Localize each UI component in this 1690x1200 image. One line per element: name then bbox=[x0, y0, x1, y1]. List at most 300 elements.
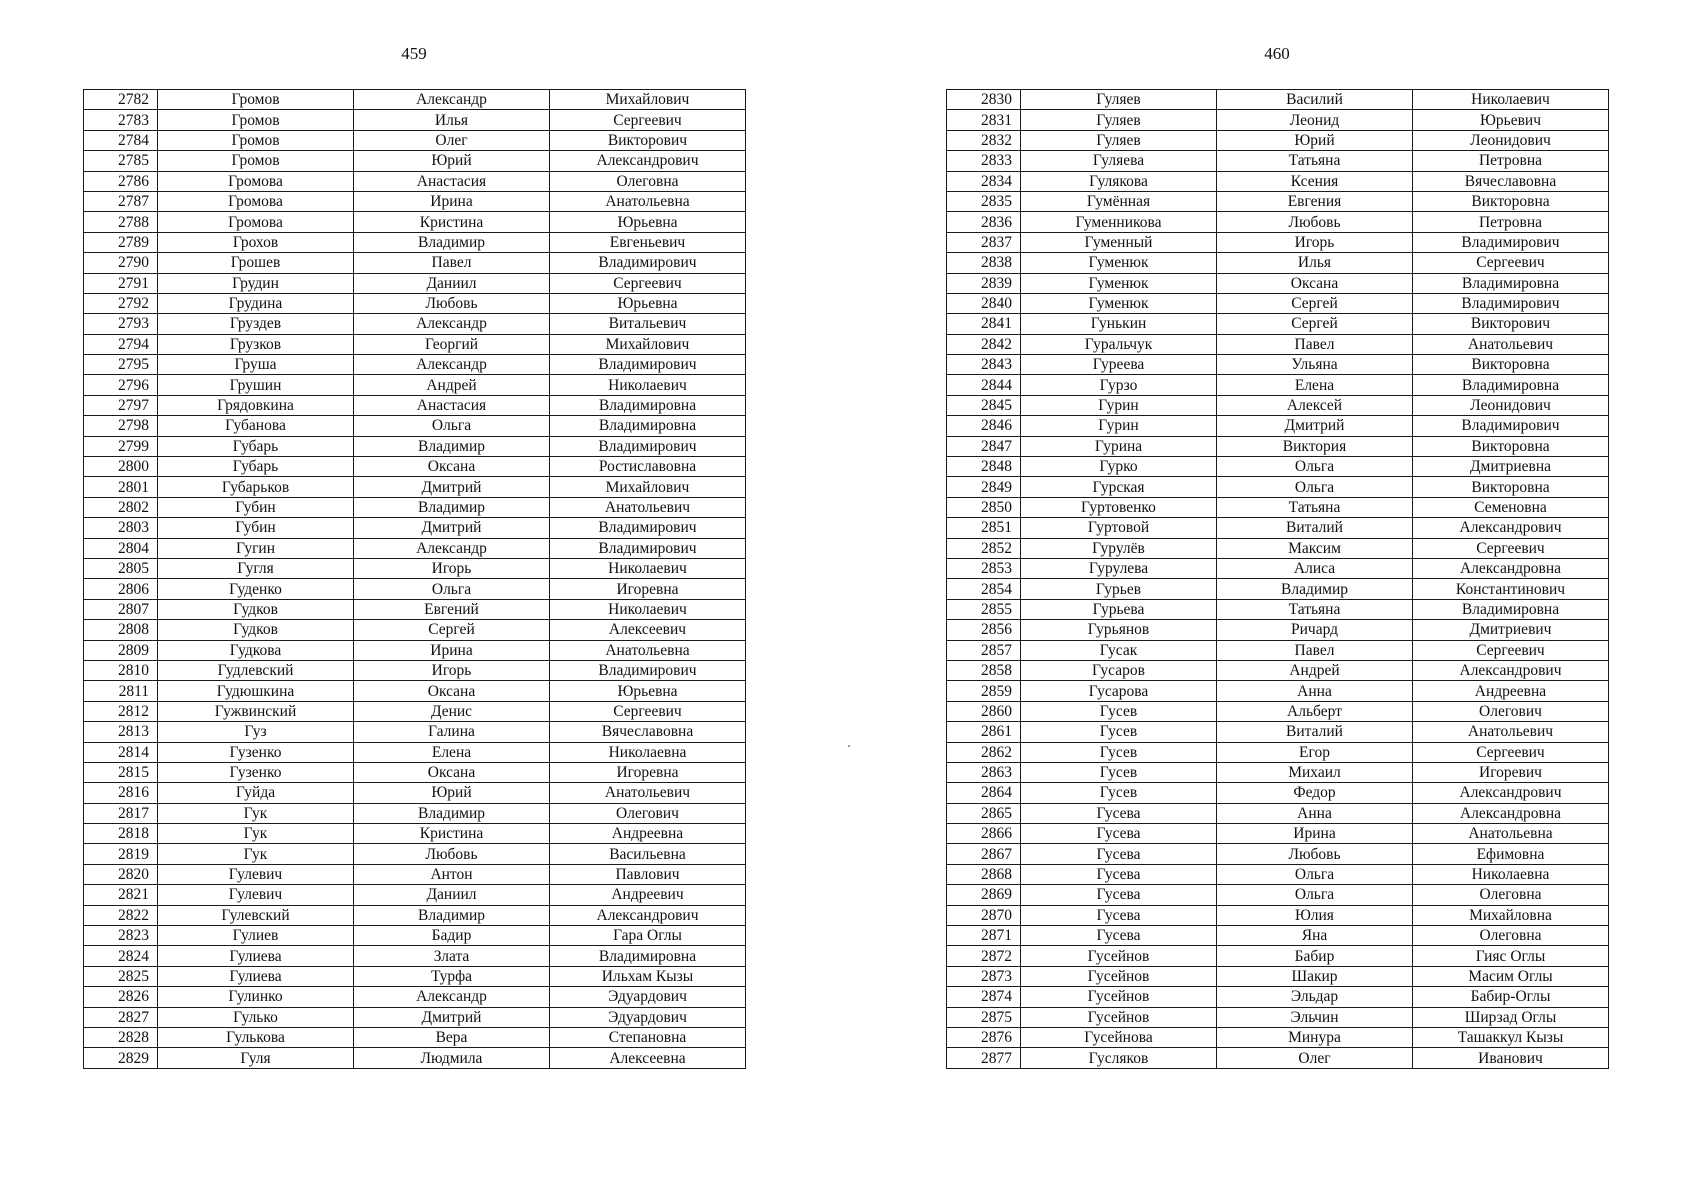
table-row bbox=[947, 477, 1609, 497]
patronymic-cell: Александрович bbox=[1413, 518, 1609, 538]
table-row bbox=[947, 457, 1609, 477]
table-row bbox=[84, 864, 746, 884]
row-number-cell: 2842 bbox=[947, 334, 1021, 354]
patronymic-cell: Владимировна bbox=[550, 946, 746, 966]
patronymic-cell: Николаевна bbox=[550, 742, 746, 762]
first-name-cell: Юрий bbox=[354, 783, 550, 803]
first-name-cell: Илья bbox=[354, 110, 550, 130]
first-name-cell: Александр bbox=[354, 538, 550, 558]
first-name-cell: Василий bbox=[1217, 90, 1413, 110]
last-name-cell: Гурин bbox=[1021, 416, 1217, 436]
table-row bbox=[84, 946, 746, 966]
table-row bbox=[84, 640, 746, 660]
first-name-cell: Виктория bbox=[1217, 436, 1413, 456]
last-name-cell: Громов bbox=[158, 130, 354, 150]
row-number-cell: 2814 bbox=[84, 742, 158, 762]
last-name-cell: Гусев bbox=[1021, 783, 1217, 803]
table-row bbox=[84, 1027, 746, 1047]
last-name-cell: Гуменюк bbox=[1021, 273, 1217, 293]
table-row bbox=[947, 824, 1609, 844]
last-name-cell: Гусева bbox=[1021, 926, 1217, 946]
row-number-cell: 2810 bbox=[84, 660, 158, 680]
row-number-cell: 2864 bbox=[947, 783, 1021, 803]
table-row bbox=[947, 803, 1609, 823]
table-row bbox=[84, 558, 746, 578]
row-number-cell: 2862 bbox=[947, 742, 1021, 762]
row-number-cell: 2846 bbox=[947, 416, 1021, 436]
first-name-cell: Даниил bbox=[354, 273, 550, 293]
row-number-cell: 2845 bbox=[947, 395, 1021, 415]
row-number-cell: 2853 bbox=[947, 558, 1021, 578]
first-name-cell: Ольга bbox=[1217, 477, 1413, 497]
row-number-cell: 2873 bbox=[947, 966, 1021, 986]
first-name-cell: Ульяна bbox=[1217, 355, 1413, 375]
last-name-cell: Гудкова bbox=[158, 640, 354, 660]
patronymic-cell: Игоревич bbox=[1413, 762, 1609, 782]
table-row bbox=[84, 110, 746, 130]
last-name-cell: Громова bbox=[158, 171, 354, 191]
table-row bbox=[947, 946, 1609, 966]
last-name-cell: Гумённая bbox=[1021, 191, 1217, 211]
first-name-cell: Александр bbox=[354, 314, 550, 334]
table-row bbox=[947, 966, 1609, 986]
last-name-cell: Гурулева bbox=[1021, 558, 1217, 578]
patronymic-cell: Семеновна bbox=[1413, 497, 1609, 517]
last-name-cell: Гурин bbox=[1021, 395, 1217, 415]
last-name-cell: Гук bbox=[158, 824, 354, 844]
patronymic-cell: Владимирович bbox=[550, 518, 746, 538]
last-name-cell: Гуз bbox=[158, 722, 354, 742]
last-name-cell: Гужвинский bbox=[158, 701, 354, 721]
row-number-cell: 2786 bbox=[84, 171, 158, 191]
patronymic-cell: Вячеславовна bbox=[1413, 171, 1609, 191]
first-name-cell: Елена bbox=[354, 742, 550, 762]
first-name-cell: Владимир bbox=[354, 803, 550, 823]
table-row bbox=[947, 334, 1609, 354]
row-number-cell: 2830 bbox=[947, 90, 1021, 110]
table-row bbox=[84, 803, 746, 823]
first-name-cell: Шакир bbox=[1217, 966, 1413, 986]
last-name-cell: Гусева bbox=[1021, 844, 1217, 864]
table-row bbox=[84, 783, 746, 803]
patronymic-cell: Олеговна bbox=[1413, 885, 1609, 905]
row-number-cell: 2807 bbox=[84, 599, 158, 619]
table-row bbox=[84, 844, 746, 864]
last-name-cell: Грохов bbox=[158, 232, 354, 252]
last-name-cell: Гусейнов bbox=[1021, 946, 1217, 966]
table-row bbox=[84, 293, 746, 313]
first-name-cell: Турфа bbox=[354, 966, 550, 986]
first-name-cell: Игорь bbox=[354, 558, 550, 578]
patronymic-cell: Олеговна bbox=[550, 171, 746, 191]
first-name-cell: Алексей bbox=[1217, 395, 1413, 415]
row-number-cell: 2868 bbox=[947, 864, 1021, 884]
table-row bbox=[947, 293, 1609, 313]
last-name-cell: Гуральчук bbox=[1021, 334, 1217, 354]
table-row bbox=[947, 864, 1609, 884]
row-number-cell: 2797 bbox=[84, 395, 158, 415]
patronymic-cell: Викторовна bbox=[1413, 191, 1609, 211]
first-name-cell: Владимир bbox=[354, 232, 550, 252]
row-number-cell: 2802 bbox=[84, 497, 158, 517]
last-name-cell: Губарь bbox=[158, 436, 354, 456]
last-name-cell: Гулевич bbox=[158, 885, 354, 905]
last-name-cell: Гузенко bbox=[158, 762, 354, 782]
table-row bbox=[947, 844, 1609, 864]
first-name-cell: Владимир bbox=[354, 497, 550, 517]
table-row bbox=[84, 1007, 746, 1027]
first-name-cell: Олег bbox=[1217, 1048, 1413, 1068]
last-name-cell: Громов bbox=[158, 110, 354, 130]
table-row bbox=[84, 457, 746, 477]
first-name-cell: Ольга bbox=[354, 416, 550, 436]
row-number-cell: 2799 bbox=[84, 436, 158, 456]
last-name-cell: Гусева bbox=[1021, 905, 1217, 925]
last-name-cell: Гусев bbox=[1021, 722, 1217, 742]
patronymic-cell: Бабир-Оглы bbox=[1413, 987, 1609, 1007]
last-name-cell: Громова bbox=[158, 212, 354, 232]
row-number-cell: 2855 bbox=[947, 599, 1021, 619]
first-name-cell: Вера bbox=[354, 1027, 550, 1047]
patronymic-cell: Олегович bbox=[1413, 701, 1609, 721]
last-name-cell: Гусляков bbox=[1021, 1048, 1217, 1068]
table-row bbox=[84, 171, 746, 191]
row-number-cell: 2819 bbox=[84, 844, 158, 864]
first-name-cell: Кристина bbox=[354, 212, 550, 232]
row-number-cell: 2857 bbox=[947, 640, 1021, 660]
patronymic-cell: Владимирович bbox=[550, 355, 746, 375]
row-number-cell: 2813 bbox=[84, 722, 158, 742]
first-name-cell: Бадир bbox=[354, 926, 550, 946]
last-name-cell: Гусак bbox=[1021, 640, 1217, 660]
first-name-cell: Андрей bbox=[1217, 660, 1413, 680]
table-row bbox=[947, 762, 1609, 782]
patronymic-cell: Николаевич bbox=[550, 375, 746, 395]
table-row bbox=[84, 212, 746, 232]
row-number-cell: 2837 bbox=[947, 232, 1021, 252]
first-name-cell: Эльчин bbox=[1217, 1007, 1413, 1027]
first-name-cell: Ричард bbox=[1217, 620, 1413, 640]
last-name-cell: Гулякова bbox=[1021, 171, 1217, 191]
patronymic-cell: Андреевна bbox=[550, 824, 746, 844]
first-name-cell: Михаил bbox=[1217, 762, 1413, 782]
first-name-cell: Альберт bbox=[1217, 701, 1413, 721]
patronymic-cell: Николаевич bbox=[550, 558, 746, 578]
last-name-cell: Груша bbox=[158, 355, 354, 375]
first-name-cell: Виталий bbox=[1217, 518, 1413, 538]
first-name-cell: Денис bbox=[354, 701, 550, 721]
table-row bbox=[84, 395, 746, 415]
patronymic-cell: Сергеевич bbox=[1413, 742, 1609, 762]
patronymic-cell: Владимирович bbox=[1413, 293, 1609, 313]
patronymic-cell: Анатольевич bbox=[550, 783, 746, 803]
first-name-cell: Злата bbox=[354, 946, 550, 966]
table-row bbox=[947, 905, 1609, 925]
patronymic-cell: Дмитриевич bbox=[1413, 620, 1609, 640]
table-row bbox=[947, 1007, 1609, 1027]
table-row bbox=[84, 660, 746, 680]
row-number-cell: 2858 bbox=[947, 660, 1021, 680]
patronymic-cell: Михайлович bbox=[550, 477, 746, 497]
row-number-cell: 2841 bbox=[947, 314, 1021, 334]
row-number-cell: 2840 bbox=[947, 293, 1021, 313]
row-number-cell: 2836 bbox=[947, 212, 1021, 232]
table-row bbox=[84, 416, 746, 436]
table-row bbox=[947, 212, 1609, 232]
last-name-cell: Гулевский bbox=[158, 905, 354, 925]
patronymic-cell: Олегович bbox=[550, 803, 746, 823]
last-name-cell: Гуменникова bbox=[1021, 212, 1217, 232]
first-name-cell: Илья bbox=[1217, 253, 1413, 273]
last-name-cell: Грушин bbox=[158, 375, 354, 395]
first-name-cell: Игорь bbox=[354, 660, 550, 680]
last-name-cell: Гусейнов bbox=[1021, 987, 1217, 1007]
last-name-cell: Гук bbox=[158, 803, 354, 823]
table-row bbox=[947, 355, 1609, 375]
row-number-cell: 2795 bbox=[84, 355, 158, 375]
patronymic-cell: Иванович bbox=[1413, 1048, 1609, 1068]
first-name-cell: Сергей bbox=[354, 620, 550, 640]
patronymic-cell: Юрьевна bbox=[550, 212, 746, 232]
first-name-cell: Кристина bbox=[354, 824, 550, 844]
row-number-cell: 2788 bbox=[84, 212, 158, 232]
patronymic-cell: Леонидович bbox=[1413, 130, 1609, 150]
patronymic-cell: Владимирович bbox=[550, 436, 746, 456]
patronymic-cell: Михайлович bbox=[550, 90, 746, 110]
first-name-cell: Анастасия bbox=[354, 171, 550, 191]
patronymic-cell: Алексеевна bbox=[550, 1048, 746, 1068]
last-name-cell: Грудин bbox=[158, 273, 354, 293]
row-number-cell: 2854 bbox=[947, 579, 1021, 599]
patronymic-cell: Ростиславовна bbox=[550, 457, 746, 477]
first-name-cell: Любовь bbox=[354, 844, 550, 864]
patronymic-cell: Александровна bbox=[1413, 558, 1609, 578]
first-name-cell: Игорь bbox=[1217, 232, 1413, 252]
patronymic-cell: Викторовна bbox=[1413, 477, 1609, 497]
last-name-cell: Гурко bbox=[1021, 457, 1217, 477]
row-number-cell: 2808 bbox=[84, 620, 158, 640]
patronymic-cell: Владимирович bbox=[1413, 232, 1609, 252]
patronymic-cell: Викторович bbox=[1413, 314, 1609, 334]
last-name-cell: Гулиева bbox=[158, 946, 354, 966]
patronymic-cell: Петровна bbox=[1413, 212, 1609, 232]
table-row bbox=[84, 130, 746, 150]
last-name-cell: Гуртовенко bbox=[1021, 497, 1217, 517]
patronymic-cell: Анатольевич bbox=[550, 497, 746, 517]
row-number-cell: 2829 bbox=[84, 1048, 158, 1068]
last-name-cell: Гуреева bbox=[1021, 355, 1217, 375]
row-number-cell: 2823 bbox=[84, 926, 158, 946]
last-name-cell: Губин bbox=[158, 497, 354, 517]
name-table bbox=[83, 89, 746, 1069]
row-number-cell: 2818 bbox=[84, 824, 158, 844]
patronymic-cell: Сергеевич bbox=[1413, 538, 1609, 558]
last-name-cell: Гулиева bbox=[158, 966, 354, 986]
table-row bbox=[947, 1048, 1609, 1068]
patronymic-cell: Владимирович bbox=[550, 253, 746, 273]
last-name-cell: Гусейнова bbox=[1021, 1027, 1217, 1047]
first-name-cell: Ирина bbox=[1217, 824, 1413, 844]
first-name-cell: Федор bbox=[1217, 783, 1413, 803]
last-name-cell: Гудюшкина bbox=[158, 681, 354, 701]
last-name-cell: Гусева bbox=[1021, 824, 1217, 844]
row-number-cell: 2791 bbox=[84, 273, 158, 293]
table-row bbox=[947, 171, 1609, 191]
row-number-cell: 2793 bbox=[84, 314, 158, 334]
table-row bbox=[947, 538, 1609, 558]
table-row bbox=[947, 436, 1609, 456]
patronymic-cell: Николаевна bbox=[1413, 864, 1609, 884]
first-name-cell: Алиса bbox=[1217, 558, 1413, 578]
patronymic-cell: Леонидович bbox=[1413, 395, 1609, 415]
first-name-cell: Бабир bbox=[1217, 946, 1413, 966]
table-row bbox=[84, 824, 746, 844]
first-name-cell: Владимир bbox=[1217, 579, 1413, 599]
last-name-cell: Гуденко bbox=[158, 579, 354, 599]
table-row bbox=[947, 273, 1609, 293]
patronymic-cell: Анатольевна bbox=[550, 191, 746, 211]
page-number: 460 bbox=[1264, 44, 1290, 63]
table-row bbox=[947, 701, 1609, 721]
first-name-cell: Оксана bbox=[354, 681, 550, 701]
patronymic-cell: Андреевна bbox=[1413, 681, 1609, 701]
table-row bbox=[947, 497, 1609, 517]
first-name-cell: Дмитрий bbox=[354, 477, 550, 497]
last-name-cell: Громова bbox=[158, 191, 354, 211]
first-name-cell: Анна bbox=[1217, 803, 1413, 823]
first-name-cell: Сергей bbox=[1217, 293, 1413, 313]
table-row bbox=[84, 885, 746, 905]
patronymic-cell: Сергеевич bbox=[1413, 253, 1609, 273]
patronymic-cell: Дмитриевна bbox=[1413, 457, 1609, 477]
first-name-cell: Ольга bbox=[354, 579, 550, 599]
first-name-cell: Максим bbox=[1217, 538, 1413, 558]
table-row bbox=[947, 395, 1609, 415]
patronymic-cell: Васильевна bbox=[550, 844, 746, 864]
first-name-cell: Антон bbox=[354, 864, 550, 884]
first-name-cell: Ирина bbox=[354, 191, 550, 211]
row-number-cell: 2804 bbox=[84, 538, 158, 558]
last-name-cell: Гуменюк bbox=[1021, 253, 1217, 273]
first-name-cell: Ольга bbox=[1217, 864, 1413, 884]
table-row bbox=[947, 314, 1609, 334]
row-number-cell: 2825 bbox=[84, 966, 158, 986]
last-name-cell: Гусева bbox=[1021, 885, 1217, 905]
last-name-cell: Грузков bbox=[158, 334, 354, 354]
first-name-cell: Оксана bbox=[1217, 273, 1413, 293]
table-row bbox=[84, 905, 746, 925]
table-row bbox=[84, 151, 746, 171]
last-name-cell: Грошев bbox=[158, 253, 354, 273]
row-number-cell: 2796 bbox=[84, 375, 158, 395]
row-number-cell: 2866 bbox=[947, 824, 1021, 844]
table-row bbox=[84, 232, 746, 252]
first-name-cell: Егор bbox=[1217, 742, 1413, 762]
patronymic-cell: Михайловна bbox=[1413, 905, 1609, 925]
patronymic-cell: Владимировна bbox=[1413, 273, 1609, 293]
first-name-cell: Леонид bbox=[1217, 110, 1413, 130]
row-number-cell: 2856 bbox=[947, 620, 1021, 640]
row-number-cell: 2859 bbox=[947, 681, 1021, 701]
first-name-cell: Олег bbox=[354, 130, 550, 150]
first-name-cell: Елена bbox=[1217, 375, 1413, 395]
last-name-cell: Губин bbox=[158, 518, 354, 538]
last-name-cell: Гулькова bbox=[158, 1027, 354, 1047]
patronymic-cell: Эдуардович bbox=[550, 987, 746, 1007]
table-row bbox=[84, 620, 746, 640]
table-row bbox=[84, 191, 746, 211]
first-name-cell: Александр bbox=[354, 90, 550, 110]
row-number-cell: 2803 bbox=[84, 518, 158, 538]
first-name-cell: Любовь bbox=[354, 293, 550, 313]
first-name-cell: Ольга bbox=[1217, 885, 1413, 905]
first-name-cell: Татьяна bbox=[1217, 497, 1413, 517]
last-name-cell: Гурулёв bbox=[1021, 538, 1217, 558]
last-name-cell: Гусаров bbox=[1021, 660, 1217, 680]
table-row bbox=[947, 660, 1609, 680]
last-name-cell: Гуртовой bbox=[1021, 518, 1217, 538]
row-number-cell: 2805 bbox=[84, 558, 158, 578]
last-name-cell: Гулько bbox=[158, 1007, 354, 1027]
table-row bbox=[947, 90, 1609, 110]
patronymic-cell: Анатольевна bbox=[1413, 824, 1609, 844]
table-row bbox=[947, 885, 1609, 905]
row-number-cell: 2852 bbox=[947, 538, 1021, 558]
patronymic-cell: Владимирович bbox=[1413, 416, 1609, 436]
last-name-cell: Гуменюк bbox=[1021, 293, 1217, 313]
table-row bbox=[84, 701, 746, 721]
row-number-cell: 2869 bbox=[947, 885, 1021, 905]
patronymic-cell: Эдуардович bbox=[550, 1007, 746, 1027]
patronymic-cell: Юрьевна bbox=[550, 293, 746, 313]
first-name-cell: Минура bbox=[1217, 1027, 1413, 1047]
row-number-cell: 2809 bbox=[84, 640, 158, 660]
row-number-cell: 2801 bbox=[84, 477, 158, 497]
first-name-cell: Дмитрий bbox=[354, 1007, 550, 1027]
patronymic-cell: Викторович bbox=[550, 130, 746, 150]
first-name-cell: Дмитрий bbox=[354, 518, 550, 538]
first-name-cell: Любовь bbox=[1217, 844, 1413, 864]
last-name-cell: Гуля bbox=[158, 1048, 354, 1068]
last-name-cell: Грудина bbox=[158, 293, 354, 313]
patronymic-cell: Константинович bbox=[1413, 579, 1609, 599]
first-name-cell: Яна bbox=[1217, 926, 1413, 946]
patronymic-cell: Викторовна bbox=[1413, 355, 1609, 375]
row-number-cell: 2849 bbox=[947, 477, 1021, 497]
row-number-cell: 2863 bbox=[947, 762, 1021, 782]
row-number-cell: 2871 bbox=[947, 926, 1021, 946]
table-row bbox=[84, 273, 746, 293]
name-table bbox=[946, 89, 1609, 1069]
row-number-cell: 2806 bbox=[84, 579, 158, 599]
patronymic-cell: Михайлович bbox=[550, 334, 746, 354]
patronymic-cell: Анатольевич bbox=[1413, 334, 1609, 354]
patronymic-cell: Андреевич bbox=[550, 885, 746, 905]
row-number-cell: 2792 bbox=[84, 293, 158, 313]
table-row bbox=[84, 253, 746, 273]
patronymic-cell: Николаевич bbox=[550, 599, 746, 619]
table-row bbox=[84, 1048, 746, 1068]
first-name-cell: Андрей bbox=[354, 375, 550, 395]
first-name-cell: Юлия bbox=[1217, 905, 1413, 925]
table-row bbox=[947, 579, 1609, 599]
row-number-cell: 2785 bbox=[84, 151, 158, 171]
last-name-cell: Громов bbox=[158, 90, 354, 110]
table-row bbox=[947, 1027, 1609, 1047]
patronymic-cell: Игоревна bbox=[550, 579, 746, 599]
last-name-cell: Гуляева bbox=[1021, 151, 1217, 171]
first-name-cell: Любовь bbox=[1217, 212, 1413, 232]
